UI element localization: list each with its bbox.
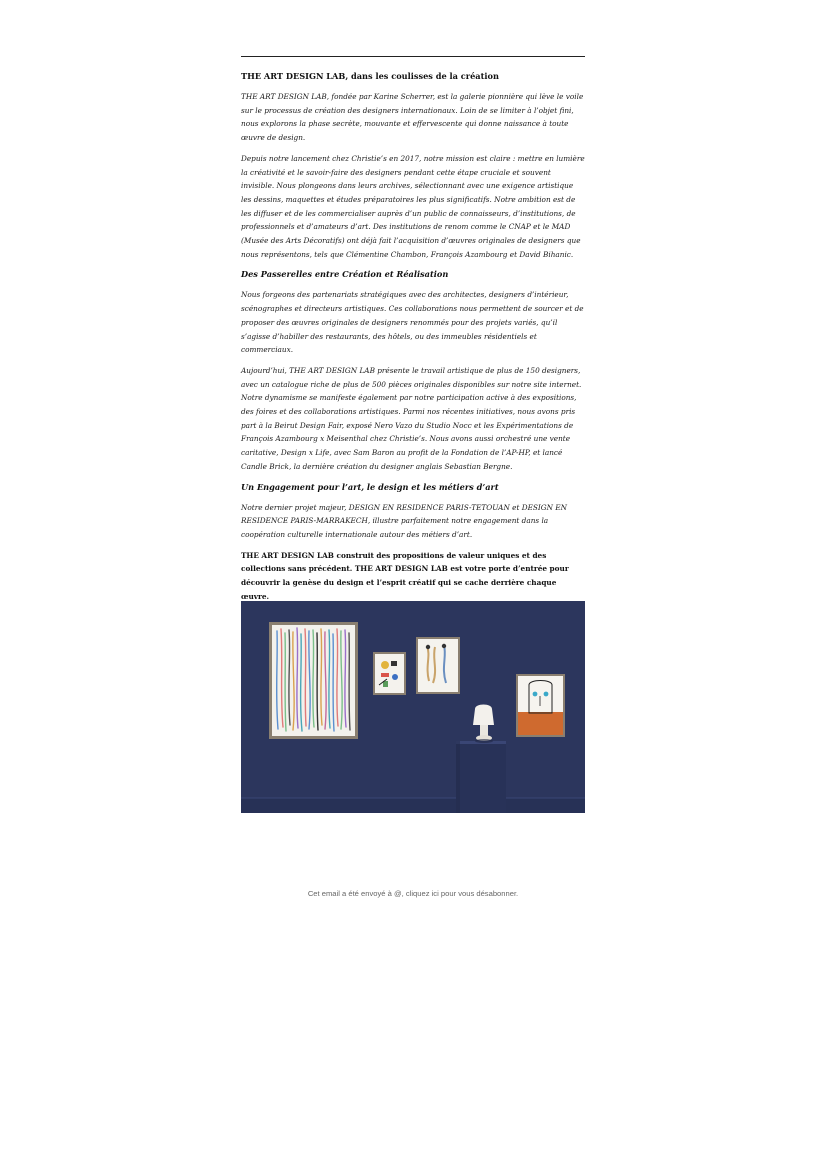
footer	[0, 889, 826, 898]
gallery-photo	[241, 601, 585, 813]
paragraph-residence: Notre dernier projet majeur, DESIGN EN RESIDENCE PARIS-TETOUAN et DESIGN EN RESIDENCE PARIS-MARRAKECH, illustre parfaitement notre engagement dans la coopération culturelle internationale autour des métiers d’art.	[241, 502, 568, 539]
paragraph-intro: THE ART DESIGN LAB, fondée par Karine Scherrer, est la galerie pionnière qui lève le voile sur le processus de création des designers internationaux. Loin de se limiter à l’objet fini, nous explorons la phase secrète, mouvante et effervescente qui donne naissance à toute œuvre de design.	[241, 92, 584, 143]
unsubscribe-link[interactable]: cliquez ici pour vous désabonner.	[405, 889, 519, 898]
paragraph-today: Aujourd’hui, THE ART DESIGN LAB présente le travail artistique de plus de 150 designers, avec un catalogue riche de plus de 500 pièces originales disponibles sur notre site internet. Notre dynamisme se manifeste également par notre participation active à des expositions, des foires et des collaborations artistiques. Parmi nos récentes initiatives, nous avons pris part à la Beirut Design Fair, exposé Nero Vazo du Studio Nocc et les Expérimentations de François Azambourg x Meisenthal chez Christie’s. Nous avons aussi orchestré une vente caritative, Design x Life, avec Sam Baron au profit de la Fondation de l’AP-HP, et lancé Candle Brick, la dernière création du designer anglais Sebastian Bergne.	[241, 365, 582, 471]
paragraph-mission: Depuis notre lancement chez Christie’s en 2017, notre mission est claire : mettre en lumière la créativité et le savoir-faire des designers pendant cette étape cruciale et souvent invisible. Nous plongeons dans leurs archives, sélectionnant avec une exigence artistique les dessins, maquettes et études préparatoires les plus significatifs. Notre ambition est de les diffuser et de les commercialiser auprès d’un public de connaisseurs, d’institutions, de professionnels et d’amateurs d’art. Des institutions de renom comme le CNAP et le MAD (Musée des Arts Décoratifs) ont déjà fait l’acquisition d’œuvres originales de designers que nous représentons, tels que Clémentine Chambon, François Azambourg et David Bihanic.	[241, 153, 585, 259]
footer-text: Cet email a été envoyé à @,	[307, 889, 406, 898]
top-divider	[241, 56, 585, 57]
newsletter-body	[241, 56, 585, 611]
artwork-strokes	[269, 622, 358, 739]
paragraph-conclusion: THE ART DESIGN LAB construit des propositions de valeur uniques et des collections sans précédent. THE ART DESIGN LAB est votre porte d’entrée pour découvrir la genèse du design et l’esprit créatif qui se cache derrière chaque œuvre.	[241, 550, 569, 601]
artwork-portrait	[516, 674, 565, 737]
article-title: THE ART DESIGN LAB, dans les coulisses de la création	[241, 71, 499, 81]
artwork-figures	[416, 637, 460, 694]
artwork-collage	[373, 652, 406, 695]
floor	[241, 798, 585, 813]
section-heading-engagement: Un Engagement pour l’art, le design et les métiers d’art	[241, 481, 499, 492]
paragraph-partnerships: Nous forgeons des partenariats stratégiques avec des architectes, designers d’intérieur, scénographes et directeurs artistiques. Ces collaborations nous permettent de sourcer et de proposer des œuvres originales de designers renommés pour des projets variés, qu’il s’agisse d’habiller des restaurants, des hôtels, ou des immeubles résidentiels et commerciaux.	[241, 290, 584, 355]
section-heading-passerelles: Des Passerelles entre Création et Réalisation	[241, 269, 449, 280]
